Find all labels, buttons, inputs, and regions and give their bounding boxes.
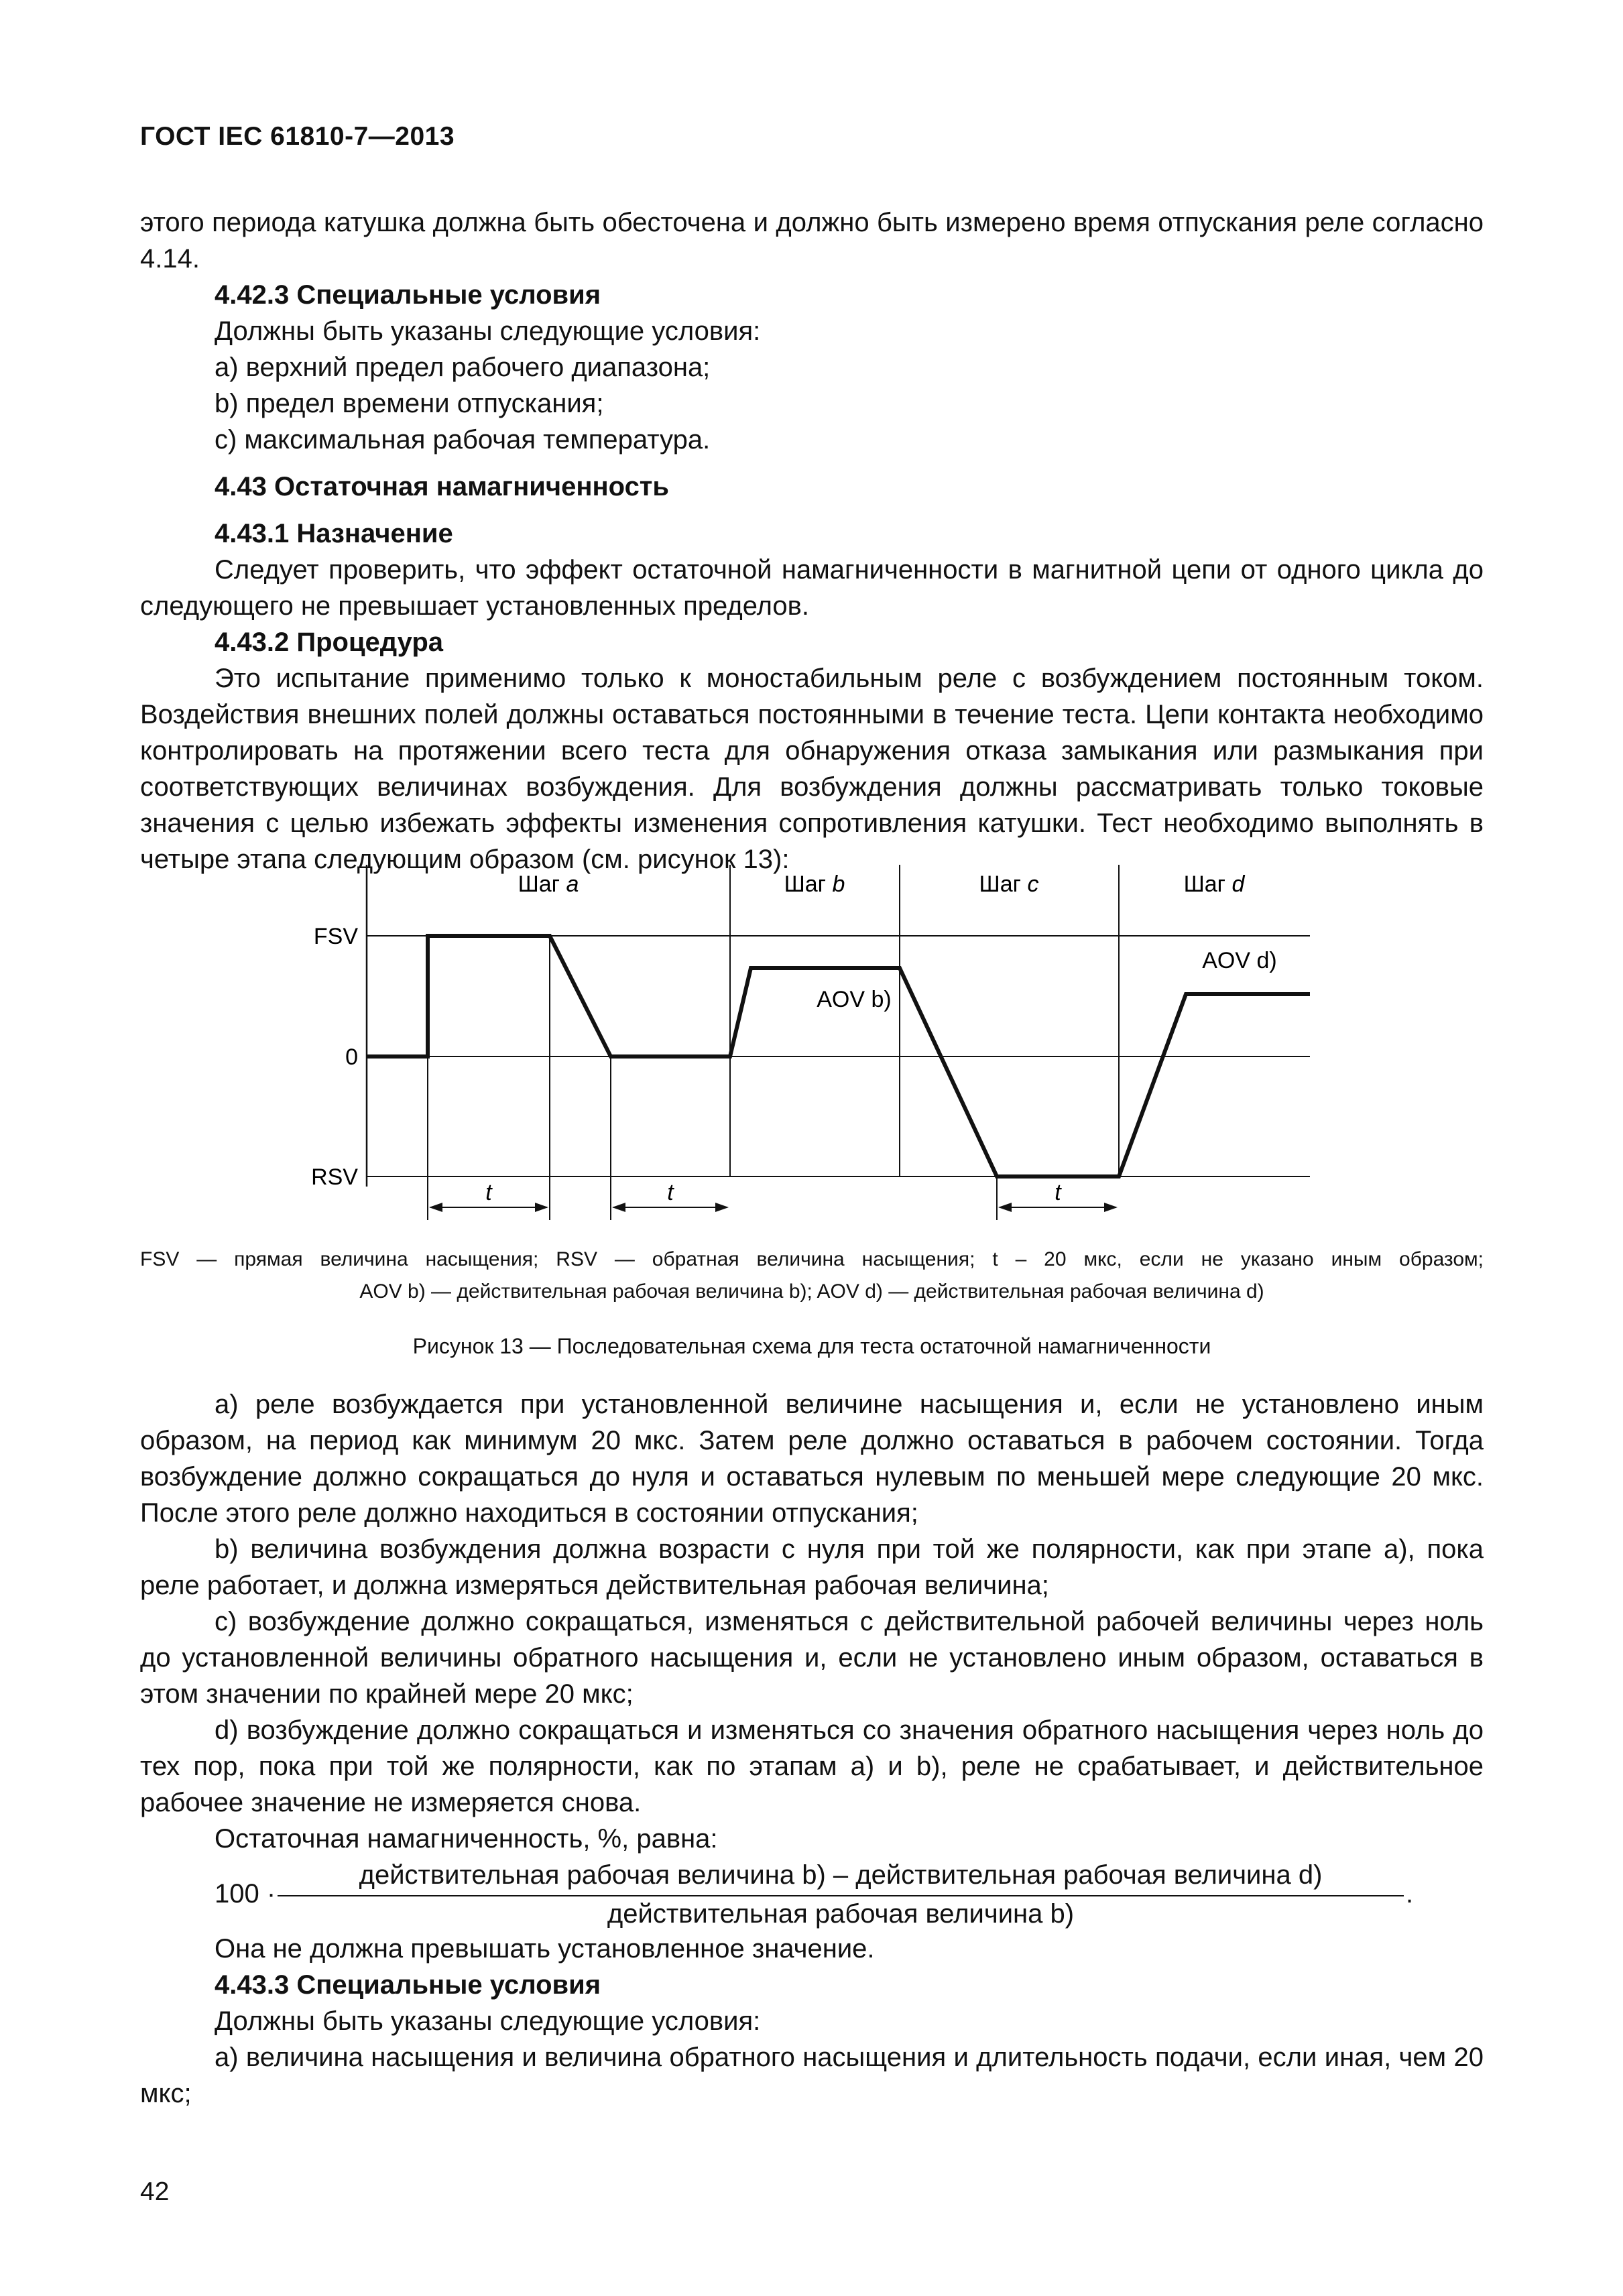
timing-diagram bbox=[140, 851, 1484, 1240]
special-conditions bbox=[140, 1931, 1484, 2112]
paragraph: a) реле возбуждается при установленной величине насыщения и, если не установлено иным образом, на период как минимум 20 мкс. Затем реле должно оставаться в рабочем состоянии. Тогда возбуждение должно сокращаться до нуля и оставаться нулевым по меньшей мере следующие 20 мкс. После этого реле должно находиться в состоянии отпускания; bbox=[140, 1390, 1484, 1528]
paragraph: Должны быть указаны следующие условия: bbox=[215, 2006, 761, 2036]
text-block-bottom bbox=[140, 1386, 1484, 2112]
t3-label: t bbox=[1055, 1180, 1061, 1205]
section-heading: 4.42.3 Специальные условия bbox=[215, 280, 601, 310]
aov-d-label: AOV d) bbox=[1202, 948, 1277, 973]
step-d-label: Шаг d bbox=[1183, 871, 1245, 897]
paragraph: Остаточная намагниченность, %, равна: bbox=[215, 1824, 718, 1854]
legend-line-2: AOV b) — действительная рабочая величина b); AOV d) — действительная рабочая величина d) bbox=[359, 1280, 1264, 1303]
text-block-top bbox=[140, 204, 1484, 878]
paragraph: b) предел времени отпускания; bbox=[215, 389, 604, 418]
legend-line-1: FSV — прямая величина насыщения; RSV — обратная величина насыщения; t – 20 мкс, если не указано иным образом; bbox=[140, 1248, 1484, 1270]
formula-end: . bbox=[1406, 1879, 1414, 1909]
step-a-label: Шаг a bbox=[518, 871, 579, 897]
step-c-label: Шаг c bbox=[979, 871, 1039, 897]
section-heading: 4.43.1 Назначение bbox=[215, 519, 453, 548]
steps-description bbox=[140, 1386, 1484, 1857]
document-header: ГОСТ IEC 61810-7—2013 bbox=[140, 122, 455, 151]
aov-b-label: AOV b) bbox=[817, 987, 892, 1012]
remanence-formula bbox=[140, 1857, 1484, 1931]
figure-caption: Рисунок 13 — Последовательная схема для теста остаточной намагниченности bbox=[412, 1334, 1211, 1358]
rsv-label: RSV bbox=[311, 1164, 358, 1190]
section-heading: 4.43 Остаточная намагниченность bbox=[215, 472, 669, 501]
t2-dimension bbox=[612, 1180, 729, 1212]
section-heading: 4.43.2 Процедура bbox=[215, 627, 444, 657]
section-heading: 4.43.3 Специальные условия bbox=[215, 1970, 601, 2000]
formula-numerator: действительная рабочая величина b) – действительная рабочая величина d) bbox=[359, 1860, 1323, 1890]
paragraph: c) максимальная рабочая температура. bbox=[215, 425, 711, 455]
formula-factor: 100 · bbox=[215, 1879, 276, 1909]
t1-dimension bbox=[429, 1180, 548, 1212]
page-number: 42 bbox=[140, 2177, 170, 2206]
t2-label: t bbox=[667, 1180, 674, 1205]
step-b-label: Шаг b bbox=[784, 871, 845, 897]
paragraph: d) возбуждение должно сокращаться и изменяться со значения обратного насыщения через ноль до тех пор, пока при той же полярности, как по этапам a) и b), реле не срабатывает, и действительное рабочее значение не измеряется снова. bbox=[140, 1715, 1484, 1817]
zero-label: 0 bbox=[345, 1044, 358, 1070]
paragraph: Она не должна превышать установленное значение. bbox=[215, 1934, 875, 1963]
paragraph: Следует проверить, что эффект остаточной намагниченности в магнитной цепи от одного цикла до следующего не превышает установленных пределов. bbox=[140, 555, 1484, 621]
fsv-label: FSV bbox=[313, 924, 358, 949]
paragraph: этого периода катушка должна быть обесточена и должно быть измерено время отпускания реле согласно 4.14. bbox=[140, 208, 1484, 274]
paragraph: a) величина насыщения и величина обратного насыщения и длительность подачи, если иная, чем 20 мкс; bbox=[140, 2043, 1484, 2108]
t3-dimension bbox=[998, 1180, 1118, 1212]
formula-denominator: действительная рабочая величина b) bbox=[607, 1899, 1075, 1929]
paragraph: c) возбуждение должно сокращаться, изменяться с действительной рабочей величины через ноль до установленной величины обратного насыщения и, если не установлено иным образом, оставаться в этом значении по крайней мере 20 мкс; bbox=[140, 1607, 1484, 1709]
spacer bbox=[140, 505, 1484, 516]
paragraph: a) верхний предел рабочего диапазона; bbox=[215, 353, 711, 382]
paragraph: Должны быть указаны следующие условия: bbox=[215, 316, 761, 346]
paragraph: b) величина возбуждения должна возрасти с нуля при той же полярности, как при этапе a), пока реле работает, и должна измеряться действительная рабочая величина; bbox=[140, 1534, 1484, 1600]
spacer bbox=[140, 458, 1484, 469]
figure-legend bbox=[140, 1244, 1484, 1308]
t1-label: t bbox=[485, 1180, 492, 1205]
paragraph: Это испытание применимо только к моностабильным реле с возбуждением постоянным током. Воздействия внешних полей должны оставаться постоянными в течение теста. Цепи контакта необходимо контролировать на протяжении всего теста для обнаружения отказа замыкания или размыкания при соответствующих величинах возбуждения. Для возбуждения должны рассматривать только токовые значения с целью избежать эффекты изменения сопротивления катушки. Тест необходимо выполнять в четыре этапа следующим образом (см. рисунок 13): bbox=[140, 664, 1484, 874]
